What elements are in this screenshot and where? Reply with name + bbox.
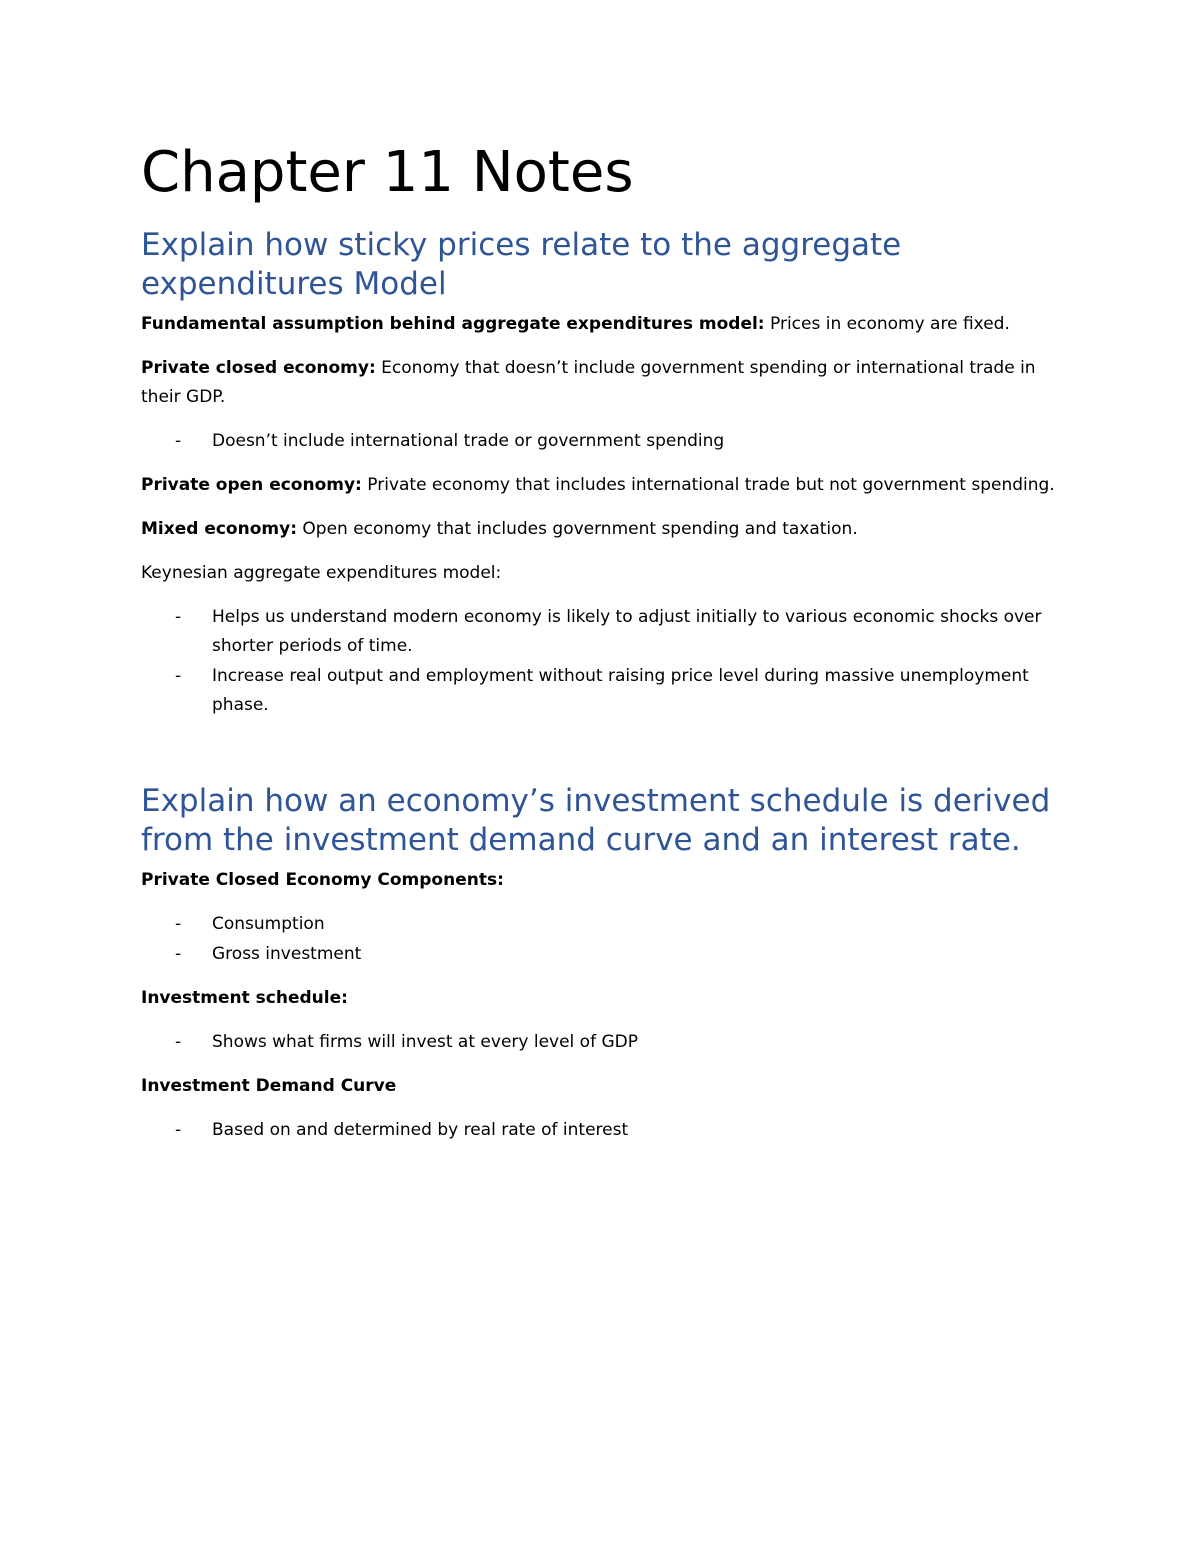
- investment-demand-curve-label: [141, 1072, 1071, 1101]
- list-item: [141, 1028, 1071, 1057]
- page-title: Chapter 11 Notes: [141, 140, 634, 205]
- private-closed-economy-text: Economy that doesn’t include government spending or international trade in their GDP.: [141, 358, 1036, 407]
- fundamental-assumption-paragraph: [141, 310, 1071, 339]
- private-open-economy-text: Private economy that includes international trade but not government spending.: [361, 475, 1055, 495]
- list-item: [141, 910, 1071, 939]
- list-item-text: Increase real output and employment without raising price level during massive unemployment phase.: [212, 666, 1029, 715]
- investment-demand-curve-list: [141, 1116, 1071, 1145]
- dash-bullet: -: [175, 666, 182, 686]
- investment-schedule-list: [141, 1028, 1071, 1057]
- list-item-text: Shows what firms will invest at every level of GDP: [212, 1032, 638, 1052]
- list-item: [141, 603, 1071, 661]
- list-item-text: Based on and determined by real rate of interest: [212, 1120, 629, 1140]
- keynesian-list: [141, 603, 1071, 720]
- list-item: [141, 940, 1071, 969]
- private-closed-economy-label: Private closed economy:: [141, 358, 376, 378]
- mixed-economy-text: Open economy that includes government spending and taxation.: [297, 519, 858, 539]
- mixed-economy-paragraph: [141, 515, 1071, 544]
- mixed-economy-label: Mixed economy:: [141, 519, 297, 539]
- list-item: [141, 662, 1071, 720]
- dash-bullet: -: [175, 431, 182, 451]
- document-content: [141, 140, 1071, 1160]
- fundamental-assumption-label: Fundamental assumption behind aggregate expenditures model:: [141, 314, 765, 334]
- private-closed-economy-list: [141, 427, 1071, 456]
- dash-bullet: -: [175, 1120, 182, 1140]
- dash-bullet: -: [175, 1032, 182, 1052]
- dash-bullet: -: [175, 944, 182, 964]
- private-closed-economy-paragraph: [141, 354, 1071, 412]
- section-2-heading: Explain how an economy’s investment schedule is derived from the investment demand curve and an interest rate.: [141, 783, 1051, 858]
- fundamental-assumption-text: Prices in economy are fixed.: [764, 314, 1010, 334]
- investment-schedule-label: [141, 984, 1071, 1013]
- private-open-economy-paragraph: [141, 471, 1071, 500]
- components-list: [141, 910, 1071, 969]
- list-item-text: Doesn’t include international trade or government spending: [212, 431, 725, 451]
- list-item: [141, 1116, 1071, 1145]
- components-label: [141, 866, 1071, 895]
- list-item-text: Gross investment: [212, 944, 362, 964]
- components-label-text: Private Closed Economy Components:: [141, 870, 504, 890]
- list-item: [141, 427, 1071, 456]
- dash-bullet: -: [175, 914, 182, 934]
- investment-schedule-label-text: Investment schedule:: [141, 988, 348, 1008]
- list-item-text: Consumption: [212, 914, 325, 934]
- keynesian-intro: Keynesian aggregate expenditures model:: [141, 563, 502, 583]
- investment-demand-curve-label-text: Investment Demand Curve: [141, 1076, 397, 1096]
- private-open-economy-label: Private open economy:: [141, 475, 362, 495]
- section-1-heading: Explain how sticky prices relate to the aggregate expenditures Model: [141, 227, 902, 302]
- list-item-text: Helps us understand modern economy is likely to adjust initially to various economic shocks over shorter periods of time.: [212, 607, 1042, 656]
- dash-bullet: -: [175, 607, 182, 627]
